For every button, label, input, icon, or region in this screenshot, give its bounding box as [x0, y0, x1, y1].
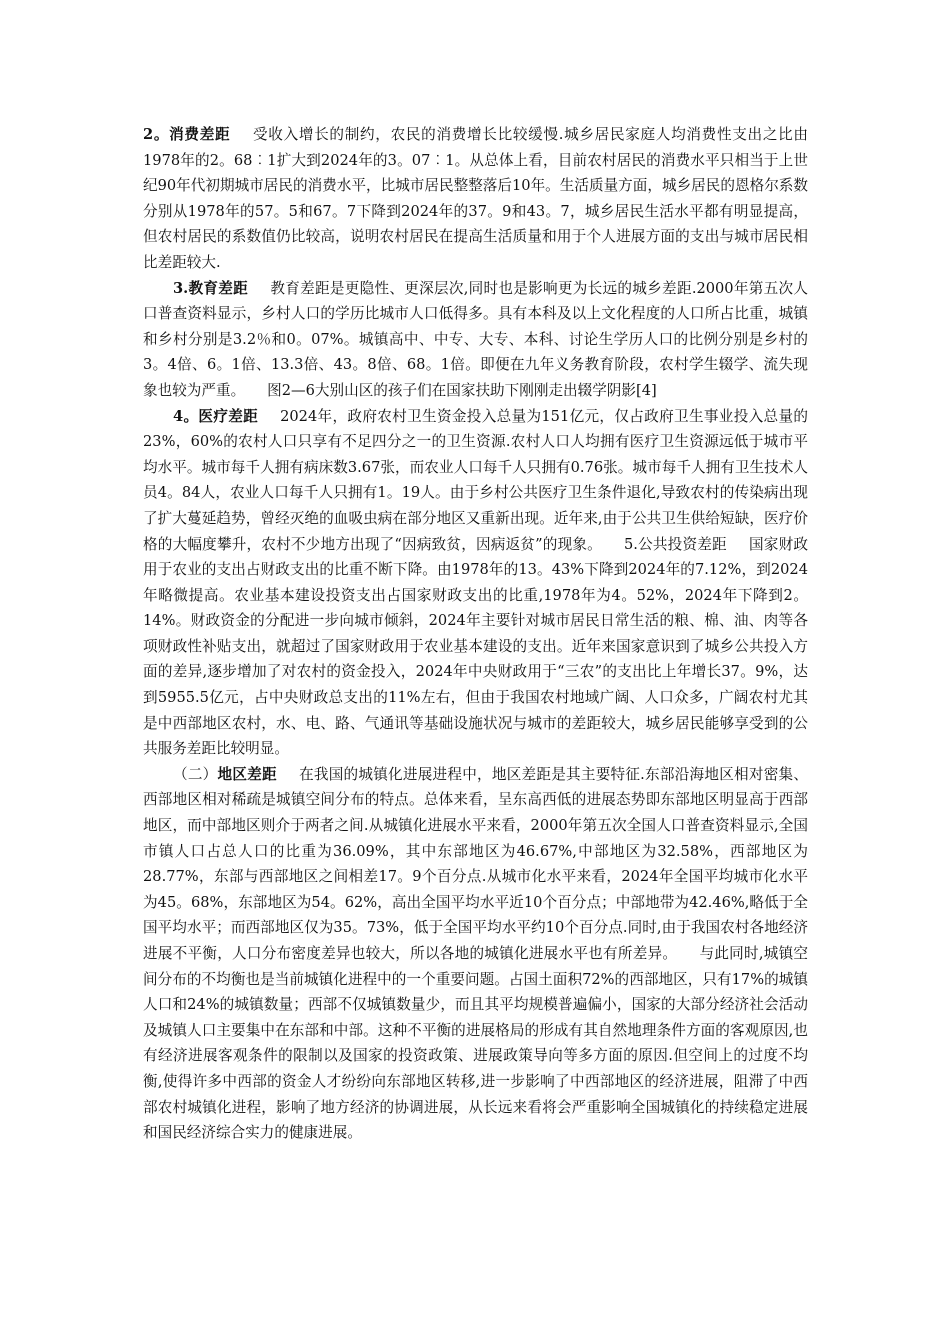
- text-regional-gap: 在我国的城镇化进展进程中，地区差距是其主要特征.东部沿海地区相对密集、西部地区相对稀疏是城镇空间分布的特点。总体来看，呈东高西低的进展态势即东部地区明显高于西部地区，而中部地区则介于两者之间.从城镇化进展水平来看，2000年第五次全国人口普查资料显示,全国市镇人口占总人口的比重为36.09%，其中东部地区为46.67%,中部地区为32.58%，西部地区为28.77%，东部与西部地区之间相差17。9个百分点.从城市化水平来看，2024年全国平均城市化水平为45。68%，东部地区为54。62%，高出全国平均水平近10个百分点；中部地带为42.46%,略低于全国平均水平；而西部地区仅为35。73%，低于全国平均水平约10个百分点.同时,由于我国农村各地经济进展不平衡，人口分布密度差异也较大，所以各地的城镇化进展水平也有所差异。: [143, 765, 808, 962]
- heading-public-investment-gap: 5.公共投资差距: [623, 535, 727, 553]
- heading-consumption-gap: 2。消费差距: [143, 126, 231, 143]
- text-public-investment-gap: 国家财政用于农业的支出占财政支出的比重不断下降。由1978年的13。43%下降到2024年的7.12%，到2024年略微提高。农业基本建设投资支出占国家财政支出的比重,1978年为4。52%，2024年下降到2。14%。财政资金的分配进一步向城市倾斜，2024年主要针对城市居民日常生活的粮、棉、油、肉等各项财政性补贴支出，就超过了国家财政用于农业基本建设的支出。近年来国家意识到了城乡公共投入方面的差异,逐步增加了对农村的资金投入，2024年中央财政用于“三农”的支出比上年增长37。9%，达到5955.5亿元，占中央财政总支出的11%左右，但由于我国农村地域广阔、人口众多，广阔农村尤其是中西部地区农村，水、电、路、气通讯等基础设施状况与城市的差距较大，城乡居民能够享受到的公共服务差距比较明显。: [143, 535, 808, 758]
- heading-education-gap: 3.教育差距: [173, 279, 249, 297]
- text-education-gap: 教育差距是更隐性、更深层次,同时也是影响更为长远的城乡差距.2000年第五次人口普查资料显示，乡村人口的学历比城市人口低得多。具有本科及以上文化程度的人口所占比重，城镇和乡村分别是3.2％和0。07%。城镇高中、中专、大专、本科、讨论生学历人口的比例分别是乡村的3。4倍、6。1倍、13.3倍、43。8倍、68。1倍。即便在九年义务教育阶段，农村学生辍学、流失现象也较为严重。: [143, 279, 808, 399]
- heading-prefix-regional: （二）: [173, 765, 218, 783]
- paragraph-medical-gap: [143, 404, 808, 762]
- heading-regional-gap: 地区差距: [217, 765, 277, 783]
- text-consumption-gap: 受收入增长的制约，农民的消费增长比较缓慢.城乡居民家庭人均消费性支出之比由1978年的2。68︰1扩大到2024年的3。07︰1。从总体上看，目前农村居民的消费水平只相当于上世纪90年代初期城市居民的消费水平，比城市居民整整落后10年。生活质量方面，城乡居民的恩格尔系数分别从1978年的57。5和67。7下降到2024年的37。9和43。7，城乡居民生活水平都有明显提高，但农村居民的系数值仍比较高，说明农村居民在提高生活质量和用于个人进展方面的支出与城市居民相比差距较大.: [143, 126, 808, 271]
- document-body: [143, 122, 808, 1146]
- text-medical-gap: 2024年，政府农村卫生资金投入总量为151亿元，仅占政府卫生事业投入总量的23%，60%的农村人口只享有不足四分之一的卫生资源.农村人口人均拥有医疗卫生资源远低于城市平均水平。城市每千人拥有病床数3.67张，而农业人口每千人只拥有0.76张。城市每千人拥有卫生技术人员4。84人，农业人口每千人只拥有1。19人。由于乡村公共医疗卫生条件退化,导致农村的传染病出现了扩大蔓延趋势，曾经灭绝的血吸虫病在部分地区又重新出现。近年来,由于公共卫生供给短缺，医疗价格的大幅度攀升，农村不少地方出现了“因病致贫，因病返贫”的现象。: [143, 407, 808, 553]
- text-regional-continuation: 与此同时,城镇空间分布的不均衡也是当前城镇化进程中的一个重要问题。占国土面积72%的西部地区，只有17%的城镇人口和24%的城镇数量；西部不仅城镇数量少，而且其平均规模普遍偏小，国家的大部分经济社会活动及城镇人口主要集中在东部和中部。这种不平衡的进展格局的形成有其自然地理条件方面的客观原因,也有经济进展客观条件的限制以及国家的投资政策、进展政策导向等多方面的原因.但空间上的过度不均衡,使得许多中西部的资金人才纷纷向东部地区转移,进一步影响了中西部地区的经济进展，阻滞了中西部农村城镇化进程，影响了地方经济的协调进展，从长远来看将会严重影响全国城镇化的持续稳定进展和国民经济综合实力的健康进展。: [143, 945, 808, 1142]
- figure-caption: 图2—6大别山区的孩子们在国家扶助下刚刚走出辍学阴影[4]: [267, 381, 657, 399]
- paragraph-education-gap: [143, 276, 808, 404]
- paragraph-regional-gap: [143, 762, 808, 1146]
- heading-medical-gap: 4。医疗差距: [173, 407, 259, 425]
- paragraph-consumption-gap: [143, 122, 808, 276]
